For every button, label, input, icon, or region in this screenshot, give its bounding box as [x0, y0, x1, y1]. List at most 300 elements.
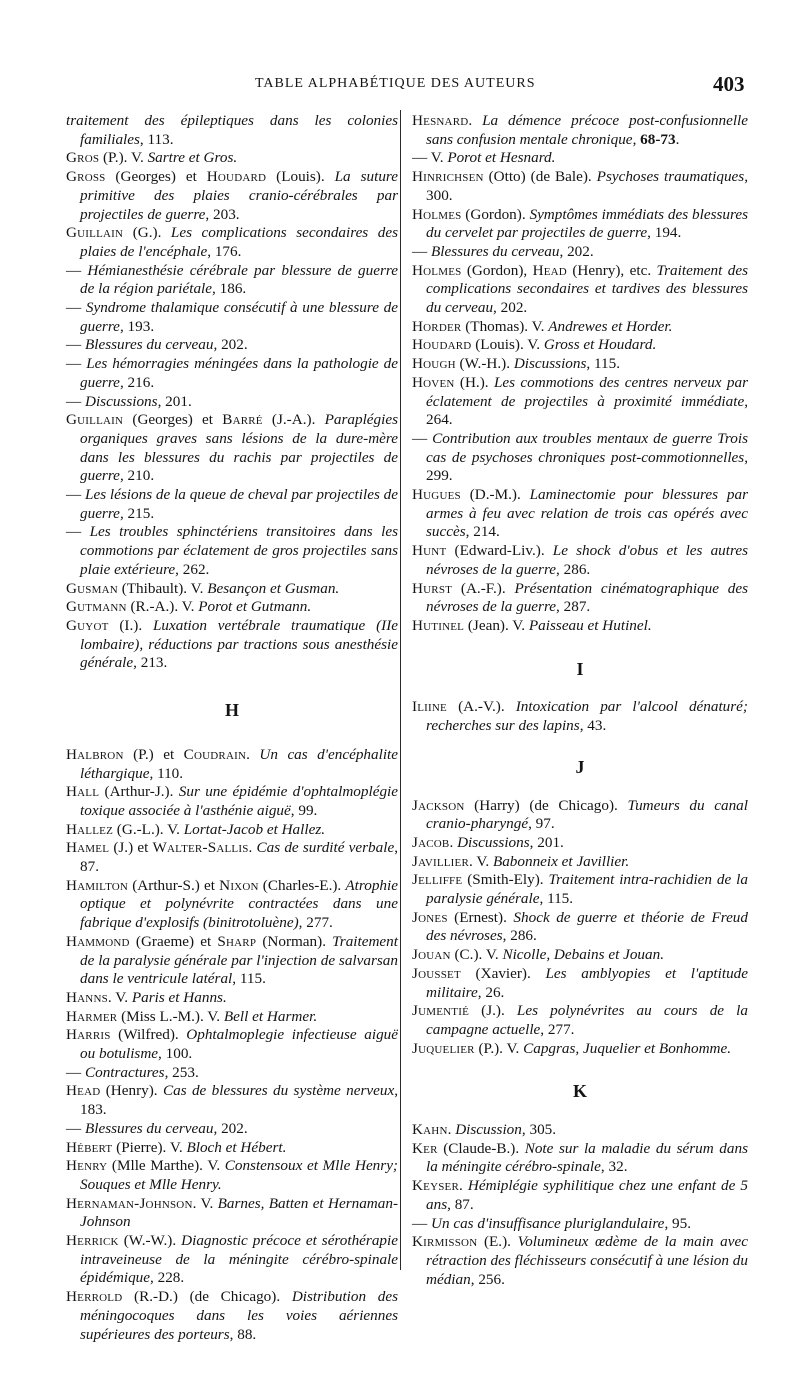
entry-title: Discussions	[457, 833, 530, 851]
author-name: Jacob	[412, 833, 450, 851]
entry-text: .	[459, 1177, 468, 1195]
entry-title: Blessures du cerveau	[84, 1119, 214, 1137]
entry-title: Syndrome thalamique consécutif à une blessure de guerre	[80, 299, 398, 335]
entry-text: (C.). V.	[450, 946, 503, 964]
entry-text: (E.).	[477, 1233, 518, 1251]
entry-text: , 210.	[119, 467, 155, 485]
author-name: Hall	[66, 783, 100, 801]
entry-text: .	[468, 112, 483, 129]
entry-text: (Smith-Ely).	[462, 871, 549, 889]
author-name: Barré	[222, 411, 263, 429]
entry-text: , 32.	[600, 1158, 628, 1176]
entry-text: , 277.	[298, 914, 333, 932]
entry-text: —	[66, 523, 90, 541]
entry-text: (Georges) et	[123, 411, 223, 429]
entry-text: (D.-M.).	[460, 486, 530, 504]
entry-title: Discussions	[84, 392, 158, 410]
entry-text: (Louis). V.	[471, 336, 544, 354]
entry-text: (R.-A.). V.	[126, 598, 199, 616]
entry-text: —	[66, 336, 85, 354]
author-name: Hinrichsen	[412, 168, 484, 186]
author-name: Jouan	[412, 946, 451, 964]
entry-text: . V.	[192, 1194, 218, 1212]
index-entry	[412, 318, 748, 337]
author-name: Herrold	[66, 1288, 123, 1306]
author-name: Nixon	[219, 876, 259, 894]
index-entry	[66, 224, 398, 261]
section-letter-i: I	[576, 658, 584, 679]
entry-text: (Jean). V.	[464, 616, 529, 634]
entry-text: (Louis).	[266, 168, 335, 186]
entry-text: , 193.	[119, 317, 155, 335]
entry-text: (Gordon).	[461, 205, 530, 223]
index-entry	[412, 965, 748, 1002]
entry-text: (G.).	[123, 224, 171, 242]
author-name: Hutinel	[412, 616, 465, 634]
entry-text: (Harry) (de Chicago).	[464, 796, 628, 814]
author-name: Guillain	[66, 224, 124, 242]
entry-text: , 215.	[119, 504, 155, 522]
entry-text: (Henry).	[100, 1082, 163, 1100]
entries-h-continuation	[412, 112, 748, 636]
entry-text: —	[412, 242, 431, 260]
entry-text: .	[246, 745, 260, 763]
entry-title: Volumineux œdème de la main avec rétraction des fléchisseurs consécutif à une lésion du médian	[426, 1233, 748, 1288]
entry-text: —	[66, 355, 87, 373]
author-name: Jones	[412, 908, 448, 926]
author-name: Head	[66, 1082, 101, 1100]
entry-text: (Thibault). V.	[117, 579, 208, 597]
entry-title: Nicolle, Debains et Jouan.	[502, 946, 664, 964]
author-name: Houdard	[206, 168, 267, 186]
entry-title: Les polynévrites au cours de la campagne actuelle	[426, 1002, 748, 1038]
entry-text: , 99.	[290, 801, 318, 819]
entry-text: (H.).	[454, 373, 494, 391]
entry-text: , 256.	[470, 1270, 505, 1288]
index-entry	[412, 853, 748, 872]
index-entry	[66, 1232, 398, 1288]
author-name: Javillier	[412, 852, 470, 870]
entry-text: (Miss L.-M.). V.	[117, 1007, 224, 1025]
author-name: Hough	[412, 355, 456, 373]
entry-title: Les commotions des centres nerveux par éclatement de projectiles à proximité immédiate	[426, 373, 748, 410]
index-entry	[66, 1064, 398, 1083]
author-name: Herrick	[66, 1232, 119, 1250]
entry-title: Discussions	[513, 355, 587, 373]
entry-title: Shock de guerre et théorie de Freud des névroses	[426, 908, 748, 945]
index-entry	[412, 1002, 748, 1039]
author-name: Hurst	[412, 579, 453, 597]
entry-text: , 264.	[426, 392, 748, 429]
entry-title: Présentation cinématographique des névroses de la guerre	[426, 579, 749, 616]
author-name: Hernaman-Johnson	[66, 1194, 193, 1212]
entry-text: 68-73	[640, 130, 676, 148]
entry-text: , 186.	[212, 280, 247, 298]
entry-title: Symptômes immédiats des blessures du cervelet par projectiles de guerre	[426, 205, 748, 242]
author-name: Gusman	[66, 579, 118, 597]
index-entry	[66, 598, 398, 617]
author-name: Gutmann	[66, 598, 127, 616]
entry-text: , 202.	[213, 1119, 248, 1137]
index-entry	[412, 1233, 748, 1289]
index-entry	[66, 299, 398, 336]
entry-title: La démence précoce post-confusionnelle sans confusion mentale chronique	[426, 112, 749, 148]
entry-title: Intoxication par l'alcool dénaturé; recherches sur des lapins	[426, 698, 748, 735]
entry-title: Contribution aux troubles mentaux de guerre Trois cas de psychoses chroniques post-commotionnelles	[426, 429, 748, 466]
entry-text: , 113.	[139, 130, 174, 148]
author-name: Guillain	[66, 411, 124, 429]
entry-title: Un cas d'insuffisance pluriglandulaire	[430, 1214, 665, 1232]
entry-title: Les troubles sphinctériens transitoires dans les commotions par éclatement de gros projectiles sans plaie extérieure	[80, 523, 398, 578]
author-name: Hanns	[66, 988, 108, 1006]
author-name: Hébert	[66, 1138, 113, 1156]
entry-text: —	[66, 1119, 85, 1137]
index-entry	[66, 168, 398, 224]
entry-text: (Charles-E.).	[258, 876, 346, 894]
entry-title: Sartre et Gros.	[147, 149, 238, 167]
entry-title: Paisseau et Hutinel.	[528, 616, 652, 634]
entry-text: , 201.	[529, 833, 564, 851]
index-entry	[66, 1195, 398, 1232]
author-name: Ker	[412, 1139, 438, 1157]
entry-title: Cas de blessures du système nerveux	[162, 1082, 395, 1100]
entry-text: (J.) et	[109, 839, 153, 857]
entry-title: Diagnostic précoce et sérothérapie intraveineuse de la méningite cérébro-spinale épidémique	[80, 1232, 398, 1287]
entry-text: ,	[632, 130, 641, 148]
entry-text: , 299.	[426, 448, 748, 485]
entry-text: , 202.	[493, 299, 528, 317]
entry-text: .	[447, 1121, 456, 1139]
author-name: Holmes	[412, 205, 462, 223]
author-name: Walter-Sallis	[152, 839, 249, 857]
index-entry	[412, 946, 748, 965]
author-name: Hoven	[412, 373, 455, 391]
index-entry	[412, 262, 748, 318]
author-name: Kirmisson	[412, 1233, 478, 1251]
left-column	[66, 112, 398, 1344]
entry-title: Les complications secondaires des plaies de l'encéphale	[80, 224, 398, 260]
entry-title: Lortat-Jacob et Hallez.	[183, 820, 326, 838]
entry-title: Paris et Hanns.	[131, 988, 227, 1006]
index-entry	[412, 355, 748, 374]
index-entry	[412, 168, 748, 205]
entry-title: Les lésions de la queue de cheval par projectiles de guerre	[80, 486, 399, 522]
index-entry	[66, 411, 398, 486]
author-name: Hamilton	[66, 876, 129, 894]
entries-j	[412, 797, 748, 1059]
entry-title: Barnes, Batten et Hernaman-Johnson	[80, 1194, 399, 1231]
entry-title: Psychoses traumatiques	[596, 168, 745, 186]
entry-title: Blessures du cerveau	[84, 336, 214, 354]
entry-text: , 115.	[586, 355, 621, 373]
entry-text: , 194.	[647, 224, 682, 242]
entry-text: , 202.	[559, 242, 594, 260]
index-entry	[412, 1040, 748, 1059]
entry-text: (Graeme) et	[129, 932, 218, 950]
entry-title: Ophtalmoplegie infectieuse aiguë ou botulisme	[80, 1026, 398, 1063]
entry-title: Le shock d'obus et les autres névroses de la guerre	[426, 542, 748, 578]
entry-title: Porot et Hesnard.	[447, 149, 556, 167]
entry-title: Capgras, Juquelier et Bonhomme.	[523, 1039, 732, 1057]
entry-text: , 253.	[164, 1063, 199, 1081]
entry-text: (Norman).	[256, 932, 333, 950]
entry-title: Paraplégies organiques graves sans lésions de la dure-mère dans les blessures du rachis par projectiles de guerre	[80, 411, 398, 485]
index-entry	[412, 336, 748, 355]
entry-text: (P.). V.	[99, 149, 148, 167]
index-entry	[412, 617, 748, 636]
entries-h	[66, 746, 398, 1345]
index-entry	[66, 393, 398, 412]
index-entry	[412, 834, 748, 853]
entry-text: —	[66, 392, 85, 410]
index-entry	[412, 149, 748, 168]
index-entry	[66, 580, 398, 599]
index-entry	[412, 430, 748, 486]
entry-title: Laminectomie pour blessures par armes à feu avec relation de trois cas opérés avec succès	[426, 486, 748, 541]
index-entry	[412, 206, 748, 243]
entry-text: , 176.	[207, 242, 242, 260]
entry-text: (Ernest).	[447, 908, 514, 926]
entry-text: (Mlle Marthe). V.	[107, 1157, 225, 1175]
author-name: Head	[532, 261, 567, 279]
author-name: Gros	[66, 149, 100, 167]
entry-text: —	[412, 1214, 431, 1232]
entry-text: , 203.	[205, 205, 240, 223]
running-title: TABLE ALPHABÉTIQUE DES AUTEURS	[255, 76, 536, 91]
index-entry	[66, 1008, 398, 1027]
entry-text: . V.	[469, 852, 493, 870]
index-entry	[412, 542, 748, 579]
entry-title: Hémiplégie syphilitique chez une enfant de 5 ans	[426, 1177, 748, 1213]
index-entry	[412, 909, 748, 946]
entry-text: , 262.	[175, 560, 210, 578]
entry-text: , 300.	[426, 168, 749, 204]
entry-text: (Xavier).	[460, 964, 546, 982]
author-name: Hugues	[412, 486, 461, 504]
entry-text: (J.).	[469, 1002, 517, 1020]
entry-text: , 228.	[150, 1269, 185, 1287]
entry-title: Discussion	[455, 1121, 522, 1139]
entry-text: , 201.	[157, 392, 192, 410]
page-number: 403	[713, 72, 745, 96]
index-entry	[66, 877, 398, 933]
entry-text: , 26.	[477, 983, 505, 1001]
author-name: Jumentié	[412, 1002, 469, 1020]
index-entry	[66, 336, 398, 355]
entry-text: , 286.	[556, 560, 591, 578]
index-entry	[412, 871, 748, 908]
entry-text: (P.). V.	[474, 1039, 524, 1057]
index-entry	[66, 486, 398, 523]
entries-g-continuation	[66, 112, 398, 673]
entry-title: Contractures	[84, 1063, 165, 1081]
entry-text: —	[66, 486, 86, 504]
entry-text: —	[66, 1063, 85, 1081]
entry-title: Traitement intra-rachidien de la paralysie générale	[426, 871, 748, 908]
entry-title: Sur une épidémie d'ophtalmoplégie toxique associée à l'asthénie aiguë	[80, 783, 398, 819]
entry-text: (Pierre). V.	[112, 1138, 187, 1156]
entry-text: — V.	[412, 149, 448, 167]
entry-title: Luxation vertébrale traumatique (IIe lombaire), réductions par tractions sous anesthésie générale	[80, 616, 398, 672]
entry-text: (Edward-Liv.).	[446, 542, 553, 560]
entry-text: (I.).	[108, 616, 153, 634]
index-entry	[412, 698, 748, 735]
entry-text: , 87.	[447, 1195, 474, 1213]
entry-text: , 216.	[119, 373, 155, 391]
entry-text: , 287.	[556, 598, 591, 616]
entry-title: Cas de surdité verbale	[256, 839, 395, 857]
author-name: Halbron	[66, 745, 124, 763]
entry-text: —	[66, 261, 88, 279]
author-name: Hammond	[66, 932, 130, 950]
entry-text: (A.-V.).	[446, 698, 516, 716]
entry-text: (Arthur-S.) et	[128, 876, 220, 894]
entry-text: , 87.	[80, 839, 398, 876]
index-entry	[412, 243, 748, 262]
entry-title: La suture primitive des plaies cranio-cérébrales par projectiles de guerre	[80, 168, 399, 223]
section-letter-h: H	[224, 700, 239, 721]
entry-text: , 115.	[539, 890, 574, 908]
entry-text: .	[449, 833, 458, 851]
entry-text: , 43.	[579, 717, 607, 735]
entry-title: Porot et Gutmann.	[198, 598, 312, 616]
index-entry	[412, 580, 748, 617]
entry-text: (P.) et	[123, 745, 184, 763]
entry-text: (A.-F.).	[452, 579, 515, 597]
entry-text: , 213.	[133, 654, 168, 672]
entry-text: , 214.	[465, 523, 500, 541]
entry-text: (Henry), etc.	[566, 261, 657, 279]
entry-title: Les hémorragies méningées dans la pathologie de guerre	[80, 355, 399, 391]
entry-text: , 183.	[80, 1082, 398, 1119]
entry-title: Andrewes et Horder.	[548, 317, 673, 335]
author-name: Kahn	[412, 1121, 448, 1139]
entry-text: , 100.	[158, 1045, 193, 1063]
entry-text: , 286.	[502, 927, 537, 945]
index-entry	[66, 839, 398, 876]
entry-text: (Wilfred).	[110, 1026, 187, 1044]
index-entry	[412, 486, 748, 542]
entry-text: (Arthur-J.).	[99, 783, 179, 801]
index-entry	[66, 1157, 398, 1194]
entry-text: .	[248, 839, 257, 857]
entry-text: , 95.	[664, 1214, 692, 1232]
entry-title: Tumeurs du canal cranio-pharyngé	[426, 796, 748, 833]
index-entry	[66, 1026, 398, 1063]
author-name: Jackson	[412, 796, 465, 814]
entry-text: (G.-L.). V.	[113, 820, 184, 838]
index-entry	[412, 374, 748, 430]
entry-title: Besançon et Gusman.	[207, 579, 340, 597]
entry-text: , 305.	[521, 1121, 557, 1139]
author-name: Jelliffe	[412, 871, 463, 889]
author-name: Juquelier	[412, 1039, 475, 1057]
entry-title: Distribution des méningocoques dans les voies aériennes supérieures des porteurs	[80, 1288, 398, 1343]
index-entry	[66, 933, 398, 989]
entry-text: , 115.	[232, 970, 266, 988]
entry-text: (Otto) (de Bale).	[483, 168, 597, 186]
author-name: Sharp	[217, 932, 257, 950]
entry-text: (W.-H.).	[455, 355, 514, 373]
entry-title: Atrophie optique et polynévrite contractées dans une fabrique d'explosifs (binitrotoluène)	[80, 876, 398, 932]
entry-title: traitement des épileptiques dans les colonies familiales	[66, 112, 398, 148]
author-name: Hesnard	[412, 112, 469, 129]
index-entry	[66, 617, 398, 673]
index-entry	[66, 1082, 398, 1119]
entry-text: , 202.	[213, 336, 248, 354]
entries-i	[412, 698, 748, 735]
entry-text: , 277.	[540, 1020, 575, 1038]
entry-text: , 88.	[229, 1325, 257, 1343]
entry-title: Babonneix et Javillier.	[492, 852, 630, 870]
entry-title: Un cas d'encéphalite léthargique	[80, 745, 399, 782]
index-entry	[66, 783, 398, 820]
index-entry	[412, 797, 748, 834]
entry-text: , 97.	[528, 815, 555, 833]
entry-text: (Claude-B.).	[437, 1139, 525, 1157]
index-entry	[66, 112, 398, 149]
entry-title: Bloch et Hébert.	[186, 1138, 287, 1156]
entry-title: Constensoux et Mlle Henry; Souques et Mlle Henry.	[80, 1157, 398, 1193]
entry-text: (Georges) et	[105, 168, 207, 186]
author-name: Harris	[66, 1026, 111, 1044]
column-divider	[400, 110, 401, 1270]
entry-text: (Gordon),	[461, 261, 533, 279]
index-entry	[66, 523, 398, 579]
entry-text: (R.-D.) (de Chicago).	[122, 1288, 292, 1306]
author-name: Hunt	[412, 542, 447, 560]
entry-title: Gross et Houdard.	[543, 336, 657, 354]
author-name: Keyser	[412, 1177, 460, 1195]
index-entry	[66, 1139, 398, 1158]
author-name: Iliine	[412, 698, 447, 716]
index-entry	[412, 1121, 748, 1140]
author-name: Horder	[412, 317, 462, 335]
entry-text: (J.-A.).	[262, 411, 325, 429]
entry-text: —	[412, 429, 433, 447]
author-name: Coudrain	[183, 745, 247, 763]
index-entry	[66, 1120, 398, 1139]
right-column	[412, 112, 748, 1289]
index-entry	[66, 746, 398, 783]
entry-text: (Thomas). V.	[461, 317, 549, 335]
author-name: Holmes	[412, 261, 462, 279]
entry-text: —	[66, 299, 86, 317]
author-name: Henry	[66, 1157, 108, 1175]
entry-text: . V.	[107, 988, 132, 1006]
entry-title: Note sur la maladie du sérum dans la méningite cérébro-spinale	[426, 1139, 749, 1176]
entry-title: Blessures du cerveau	[430, 242, 560, 260]
index-entry	[66, 989, 398, 1008]
index-entry	[66, 355, 398, 392]
entry-text: .	[675, 130, 680, 148]
index-entry	[412, 112, 748, 149]
entry-text: , 110.	[149, 764, 184, 782]
entry-title: Les amblyopies et l'aptitude militaire	[426, 964, 749, 1001]
entry-title: Hémianesthésie cérébrale par blessure de guerre de la région pariétale	[80, 261, 398, 298]
author-name: Jousset	[412, 964, 461, 982]
author-name: Guyot	[66, 616, 109, 634]
entry-title: Bell et Harmer.	[223, 1007, 318, 1025]
index-entry	[412, 1140, 748, 1177]
section-letter-k: K	[572, 1081, 587, 1102]
index-entry	[412, 1177, 748, 1214]
author-name: Hallez	[66, 820, 113, 838]
entry-title: Traitement de la paralysie générale par l'injection de salvarsan dans le ventricule latéral	[80, 932, 398, 988]
index-entry	[66, 1288, 398, 1344]
author-name: Hamel	[66, 839, 110, 857]
index-entry	[66, 149, 398, 168]
